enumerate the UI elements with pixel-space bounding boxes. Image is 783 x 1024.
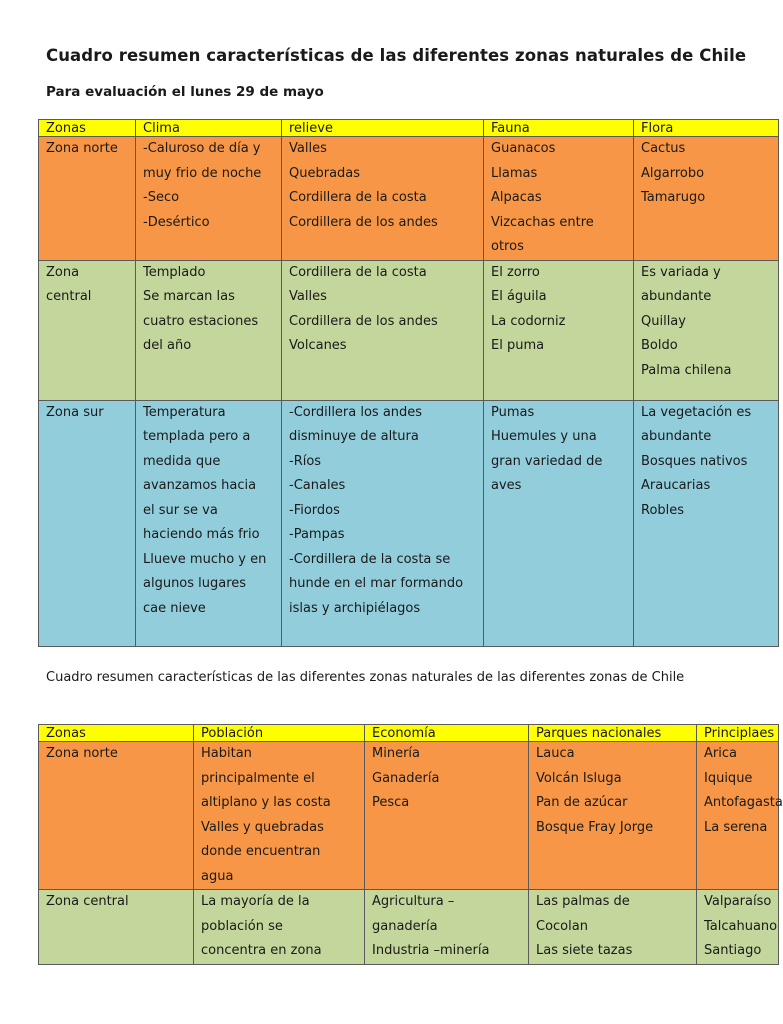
cell-line: cae nieve <box>143 600 206 616</box>
table-cell <box>39 137 136 261</box>
table-cell <box>365 742 529 890</box>
cell-line: Cactus <box>641 141 686 156</box>
cell-line: Habitan <box>201 746 252 761</box>
cell-line: Quebradas <box>289 165 361 181</box>
table-cell <box>529 890 697 965</box>
evaluation-date-note: Para evaluación el lunes 29 de mayo <box>46 84 324 100</box>
cell-line: -Fiordos <box>289 502 340 518</box>
cell-line: -Canales <box>289 478 346 493</box>
table-cell <box>136 400 282 646</box>
cell-line: Valles y quebradas <box>201 819 324 835</box>
cell-line: Templado <box>143 264 206 280</box>
cell-line: Cordillera de los andes <box>289 214 438 230</box>
cell-line: Cordillera de los andes <box>289 313 438 329</box>
table-cell <box>136 260 282 400</box>
cell-line: Cocolan <box>536 918 588 934</box>
cell-line: Minería <box>372 746 420 761</box>
cell-line: Valles <box>289 141 327 156</box>
cell-line: -Cordillera de la costa se <box>289 551 451 567</box>
cell-line: medida que <box>143 453 221 469</box>
cell-line: el sur se va <box>143 502 218 518</box>
cell-line: Palma chilena <box>641 362 732 378</box>
cell-line: Pan de azúcar <box>536 795 628 810</box>
cell-line: Cordillera de la costa <box>289 190 427 205</box>
cell-line: Zona norte <box>46 141 118 156</box>
cell-line: Pesca <box>372 795 410 810</box>
cell-line: Bosque Fray Jorge <box>536 819 654 835</box>
table-climate-relief-fauna-flora <box>38 119 779 647</box>
cell-line: Valparaíso <box>704 894 772 909</box>
cell-line: avanzamos hacia <box>143 478 257 493</box>
cell-line: principalmente el <box>201 770 315 786</box>
cell-line: Talcahuano <box>704 918 778 934</box>
cell-line: La serena <box>704 819 768 835</box>
cell-line: Las palmas de <box>536 894 630 909</box>
column-header: Economía <box>365 725 529 742</box>
cell-line: Iquique <box>704 770 753 786</box>
cell-line: Ganadería <box>372 770 440 786</box>
cell-line: Boldo <box>641 338 678 353</box>
cell-line: Araucarias <box>641 478 711 493</box>
table-cell <box>39 742 194 890</box>
cell-line: Zona norte <box>46 746 118 761</box>
cell-line: Volcanes <box>289 338 347 353</box>
column-header: Clima <box>136 120 282 137</box>
column-header: Población <box>194 725 365 742</box>
cell-line: -Seco <box>143 190 180 205</box>
cell-line: Las siete tazas <box>536 943 633 958</box>
cell-line: Alpacas <box>491 190 542 205</box>
table-cell <box>529 742 697 890</box>
cell-line: El águila <box>491 289 547 304</box>
cell-line: La codorniz <box>491 313 566 329</box>
document-title: Cuadro resumen características de las diferentes zonas naturales de Chile <box>46 46 747 65</box>
cell-line: gran variedad de <box>491 453 603 469</box>
cell-line: Zona <box>46 264 80 280</box>
table-cell <box>136 137 282 261</box>
cell-line: hunde en el mar formando <box>289 576 464 591</box>
cell-line: Robles <box>641 502 685 518</box>
cell-line: Agricultura – <box>372 894 455 909</box>
table-cell <box>39 400 136 646</box>
cell-line: Lauca <box>536 746 575 761</box>
column-header: Zonas <box>39 120 136 137</box>
column-header: Principlaes <box>697 725 779 742</box>
table-cell <box>39 260 136 400</box>
cell-line: central <box>46 289 92 304</box>
cell-line: Tamarugo <box>641 190 706 205</box>
cell-line: -Ríos <box>289 453 322 469</box>
column-header: Fauna <box>484 120 634 137</box>
table-cell <box>282 137 484 261</box>
cell-line: Temperatura <box>143 404 226 420</box>
cell-line: Valles <box>289 289 327 304</box>
table-row-zona-norte <box>39 137 779 261</box>
second-table-caption: Cuadro resumen características de las diferentes zonas naturales de las diferentes zonas de Chile <box>46 670 685 685</box>
cell-line: Se marcan las <box>143 289 235 304</box>
cell-line: -Caluroso de día y <box>143 141 261 156</box>
cell-line: haciendo más frio <box>143 527 260 542</box>
table-cell <box>194 742 365 890</box>
cell-line: Bosques nativos <box>641 453 748 469</box>
table-cell <box>484 260 634 400</box>
table-row-zona-central <box>39 890 779 965</box>
cell-line: Zona sur <box>46 404 104 420</box>
cell-line: La mayoría de la <box>201 894 310 909</box>
cell-line: Cordillera de la costa <box>289 264 427 280</box>
cell-line: concentra en zona <box>201 943 322 958</box>
column-header: Zonas <box>39 725 194 742</box>
cell-line: Arica <box>704 746 737 761</box>
column-header: Parques nacionales <box>529 725 697 742</box>
cell-line: Llueve mucho y en <box>143 551 267 567</box>
column-header: Flora <box>634 120 779 137</box>
cell-line: agua <box>201 868 234 884</box>
column-header: relieve <box>282 120 484 137</box>
table-cell <box>634 137 779 261</box>
table-population-economy-parks <box>38 724 783 965</box>
table-cell <box>484 137 634 261</box>
table-cell <box>194 890 365 965</box>
cell-line: Es variada y <box>641 264 721 280</box>
table-row-zona-central <box>39 260 779 400</box>
table-cell <box>39 890 194 965</box>
table-row-zona-norte <box>39 742 779 890</box>
cell-line: Antofagasta <box>704 795 783 810</box>
table-cell <box>282 260 484 400</box>
table-header-row <box>39 725 779 742</box>
cell-line: Pumas <box>491 404 535 420</box>
cell-line: El zorro <box>491 264 540 280</box>
cell-line: Santiago <box>704 943 762 958</box>
cell-line: abundante <box>641 429 712 444</box>
cell-line: población se <box>201 918 283 934</box>
table-cell <box>634 260 779 400</box>
cell-line: disminuye de altura <box>289 429 419 444</box>
cell-line: -Desértico <box>143 214 210 230</box>
cell-line: Llamas <box>491 165 538 181</box>
table-row-zona-sur <box>39 400 779 646</box>
cell-line: La vegetación es <box>641 404 752 420</box>
cell-line: muy frio de noche <box>143 165 262 181</box>
cell-line: aves <box>491 478 522 493</box>
cell-line: Quillay <box>641 313 686 329</box>
cell-line: del año <box>143 338 192 353</box>
cell-line: -Pampas <box>289 527 345 542</box>
cell-line: Vizcachas entre <box>491 214 594 230</box>
cell-line: El puma <box>491 338 545 353</box>
cell-line: templada pero a <box>143 429 251 444</box>
cell-line: islas y archipiélagos <box>289 600 421 616</box>
cell-line: otros <box>491 239 524 254</box>
table-cell <box>365 890 529 965</box>
table-cell <box>697 890 779 965</box>
cell-line: Algarrobo <box>641 165 705 181</box>
table-header-row <box>39 120 779 137</box>
cell-line: Huemules y una <box>491 429 597 444</box>
cell-line: Volcán Isluga <box>536 770 622 786</box>
table-cell <box>484 400 634 646</box>
cell-line: altiplano y las costa <box>201 795 331 810</box>
cell-line: ganadería <box>372 918 438 934</box>
cell-line: donde encuentran <box>201 844 321 859</box>
cell-line: cuatro estaciones <box>143 313 259 329</box>
table-cell <box>282 400 484 646</box>
cell-line: -Cordillera los andes <box>289 404 423 420</box>
table-cell <box>697 742 783 890</box>
table-cell <box>634 400 779 646</box>
cell-line: abundante <box>641 289 712 304</box>
cell-line: algunos lugares <box>143 576 247 591</box>
cell-line: Industria –minería <box>372 943 490 958</box>
cell-line: Zona central <box>46 894 129 909</box>
cell-line: Guanacos <box>491 141 556 156</box>
